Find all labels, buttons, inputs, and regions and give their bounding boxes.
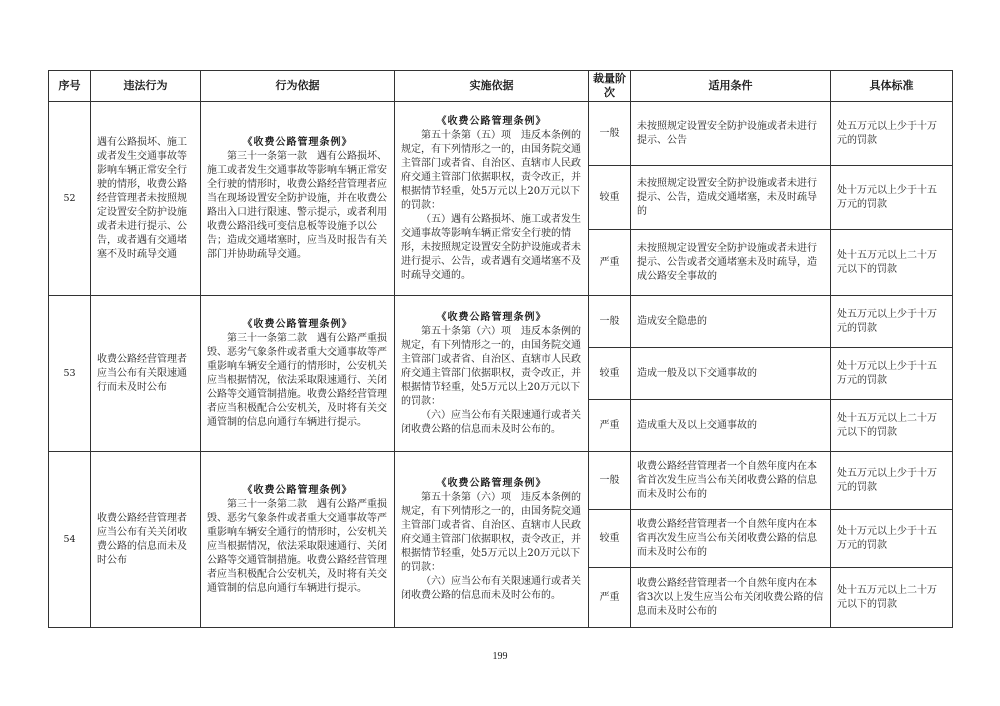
basis-cell <box>201 102 395 296</box>
standard-text: 处十五万元以上二十万元以下的罚款 <box>831 400 953 452</box>
basis-law-title: 《收费公路管理条例》 <box>242 484 353 496</box>
level-label: 严重 <box>589 230 631 296</box>
basis-cell <box>201 296 395 452</box>
condition-text: 造成一般及以下交通事故的 <box>631 348 831 400</box>
basis-text: 第三十一条第二款 遇有公路严重损毁、恶劣气象条件或者重大交通事故等严重影响车辆安全通行的情形时，公安机关应当根据情况，依法采取限速通行、关闭公路等交通管制措施。收费公路经营管理者应当积极配合公安机关，及时将有关交通管制的信息向通行车辆进行提示。 <box>207 332 387 428</box>
basis-text: 第三十一条第二款 遇有公路严重损毁、恶劣气象条件或者重大交通事故等严重影响车辆安全通行的情形时，公安机关应当根据情况，依法采取限速通行、关闭公路等交通管制措施。收费公路经营管理者应当积极配合公安机关，及时将有关交通管制的信息向通行车辆进行提示。 <box>207 498 387 594</box>
impl-law-title: 《收费公路管理条例》 <box>436 311 547 323</box>
level-label: 严重 <box>589 568 631 628</box>
impl-text-clause: 第五十条第（六）项 违反本条例的规定，有下列情形之一的，由国务院交通主管部门或者省、自治区、直辖市人民政府交通主管部门依据职权，责令改正，并根据情节轻重，处5万元以上20万元以下的罚款： <box>401 491 581 573</box>
standard-text: 处十五万元以上二十万元以下的罚款 <box>831 568 953 628</box>
impl-text-clause: 第五十条第（六）项 违反本条例的规定，有下列情形之一的，由国务院交通主管部门或者省、自治区、直辖市人民政府交通主管部门依据职权，责令改正，并根据情节轻重，处5万元以上20万元以下的罚款： <box>401 325 581 407</box>
basis-law-title: 《收费公路管理条例》 <box>242 318 353 330</box>
condition-text: 未按照规定设置安全防护设施或者未进行提示、公告或者交通堵塞未及时疏导，造成公路安全事故的 <box>631 230 831 296</box>
level-label: 一般 <box>589 452 631 510</box>
row-seq: 54 <box>49 452 91 628</box>
row-seq: 52 <box>49 102 91 296</box>
level-label: 较重 <box>589 166 631 230</box>
impl-law-title: 《收费公路管理条例》 <box>436 477 547 489</box>
penalty-standard-table <box>48 70 953 628</box>
impl-text-clause: 第五十条第（五）项 违反本条例的规定，有下列情形之一的，由国务院交通主管部门或者省、自治区、直辖市人民政府交通主管部门依据职权，责令改正，并根据情节轻重，处5万元以上20万元以下的罚款： <box>401 129 581 211</box>
row-seq: 53 <box>49 296 91 452</box>
header-row <box>49 71 953 102</box>
header-condition: 适用条件 <box>631 71 831 102</box>
table-row <box>49 296 953 348</box>
standard-text: 处五万元以上少于十万元的罚款 <box>831 296 953 348</box>
level-label: 一般 <box>589 296 631 348</box>
condition-text: 未按照规定设置安全防护设施或者未进行提示、公告 <box>631 102 831 166</box>
header-level: 裁量阶次 <box>589 71 631 102</box>
standard-text: 处十万元以上少于十五万元的罚款 <box>831 166 953 230</box>
impl-text-item: （六）应当公布有关限速通行或者关闭收费公路的信息而未及时公布的。 <box>401 409 581 435</box>
basis-law-title: 《收费公路管理条例》 <box>242 136 353 148</box>
level-label: 一般 <box>589 102 631 166</box>
header-basis: 行为依据 <box>201 71 395 102</box>
standard-text: 处五万元以上少于十万元的罚款 <box>831 452 953 510</box>
basis-text: 第三十一条第一款 遇有公路损坏、施工或者发生交通事故等影响车辆正常安全行驶的情形时，收费公路经营管理者应当在现场设置安全防护设施，并在收费公路出入口进行限速、警示提示，或者利用收费公路沿线可变信息板等设施予以公告；造成交通堵塞时，应当及时报告有关部门并协助疏导交通。 <box>207 150 387 260</box>
standard-text: 处十万元以上少于十五万元的罚款 <box>831 348 953 400</box>
header-standard: 具体标准 <box>831 71 953 102</box>
condition-text: 收费公路经营管理者一个自然年度内在本省3次以上发生应当公布关闭收费公路的信息而未及时公布的 <box>631 568 831 628</box>
level-label: 严重 <box>589 400 631 452</box>
impl-basis-cell <box>395 296 589 452</box>
header-seq: 序号 <box>49 71 91 102</box>
condition-text: 收费公路经营管理者一个自然年度内在本省再次发生应当公布关闭收费公路的信息而未及时公布的 <box>631 510 831 568</box>
table-row <box>49 452 953 510</box>
violation-text: 遇有公路损坏、施工或者发生交通事故等影响车辆正常安全行驶的情形，收费公路经营管理者未按照规定设置安全防护设施或者未进行提示、公告，或者遇有交通堵塞不及时疏导交通 <box>91 102 201 296</box>
impl-basis-cell <box>395 102 589 296</box>
condition-text: 造成安全隐患的 <box>631 296 831 348</box>
impl-text-item: （五）遇有公路损坏、施工或者发生交通事故等影响车辆正常安全行驶的情形，未按照规定设置安全防护设施或者未进行提示、公告，或者遇有交通堵塞不及时疏导交通的。 <box>401 213 581 281</box>
level-label: 较重 <box>589 510 631 568</box>
violation-text: 收费公路经营管理者应当公布有关关闭收费公路的信息而未及时公布 <box>91 452 201 628</box>
page-number: 199 <box>492 651 508 662</box>
table-row <box>49 102 953 166</box>
condition-text: 收费公路经营管理者一个自然年度内在本省首次发生应当公布关闭收费公路的信息而未及时公布的 <box>631 452 831 510</box>
basis-cell <box>201 452 395 628</box>
header-impl-basis: 实施依据 <box>395 71 589 102</box>
violation-text: 收费公路经营管理者应当公布有关限速通行而未及时公布 <box>91 296 201 452</box>
standard-text: 处十五万元以上二十万元以下的罚款 <box>831 230 953 296</box>
level-label: 较重 <box>589 348 631 400</box>
impl-basis-cell <box>395 452 589 628</box>
header-violation: 违法行为 <box>91 71 201 102</box>
condition-text: 造成重大及以上交通事故的 <box>631 400 831 452</box>
impl-law-title: 《收费公路管理条例》 <box>436 115 547 127</box>
impl-text-item: （六）应当公布有关限速通行或者关闭收费公路的信息而未及时公布的。 <box>401 575 581 601</box>
standard-text: 处十万元以上少于十五万元的罚款 <box>831 510 953 568</box>
condition-text: 未按照规定设置安全防护设施或者未进行提示、公告，造成交通堵塞，未及时疏导的 <box>631 166 831 230</box>
standard-text: 处五万元以上少于十万元的罚款 <box>831 102 953 166</box>
